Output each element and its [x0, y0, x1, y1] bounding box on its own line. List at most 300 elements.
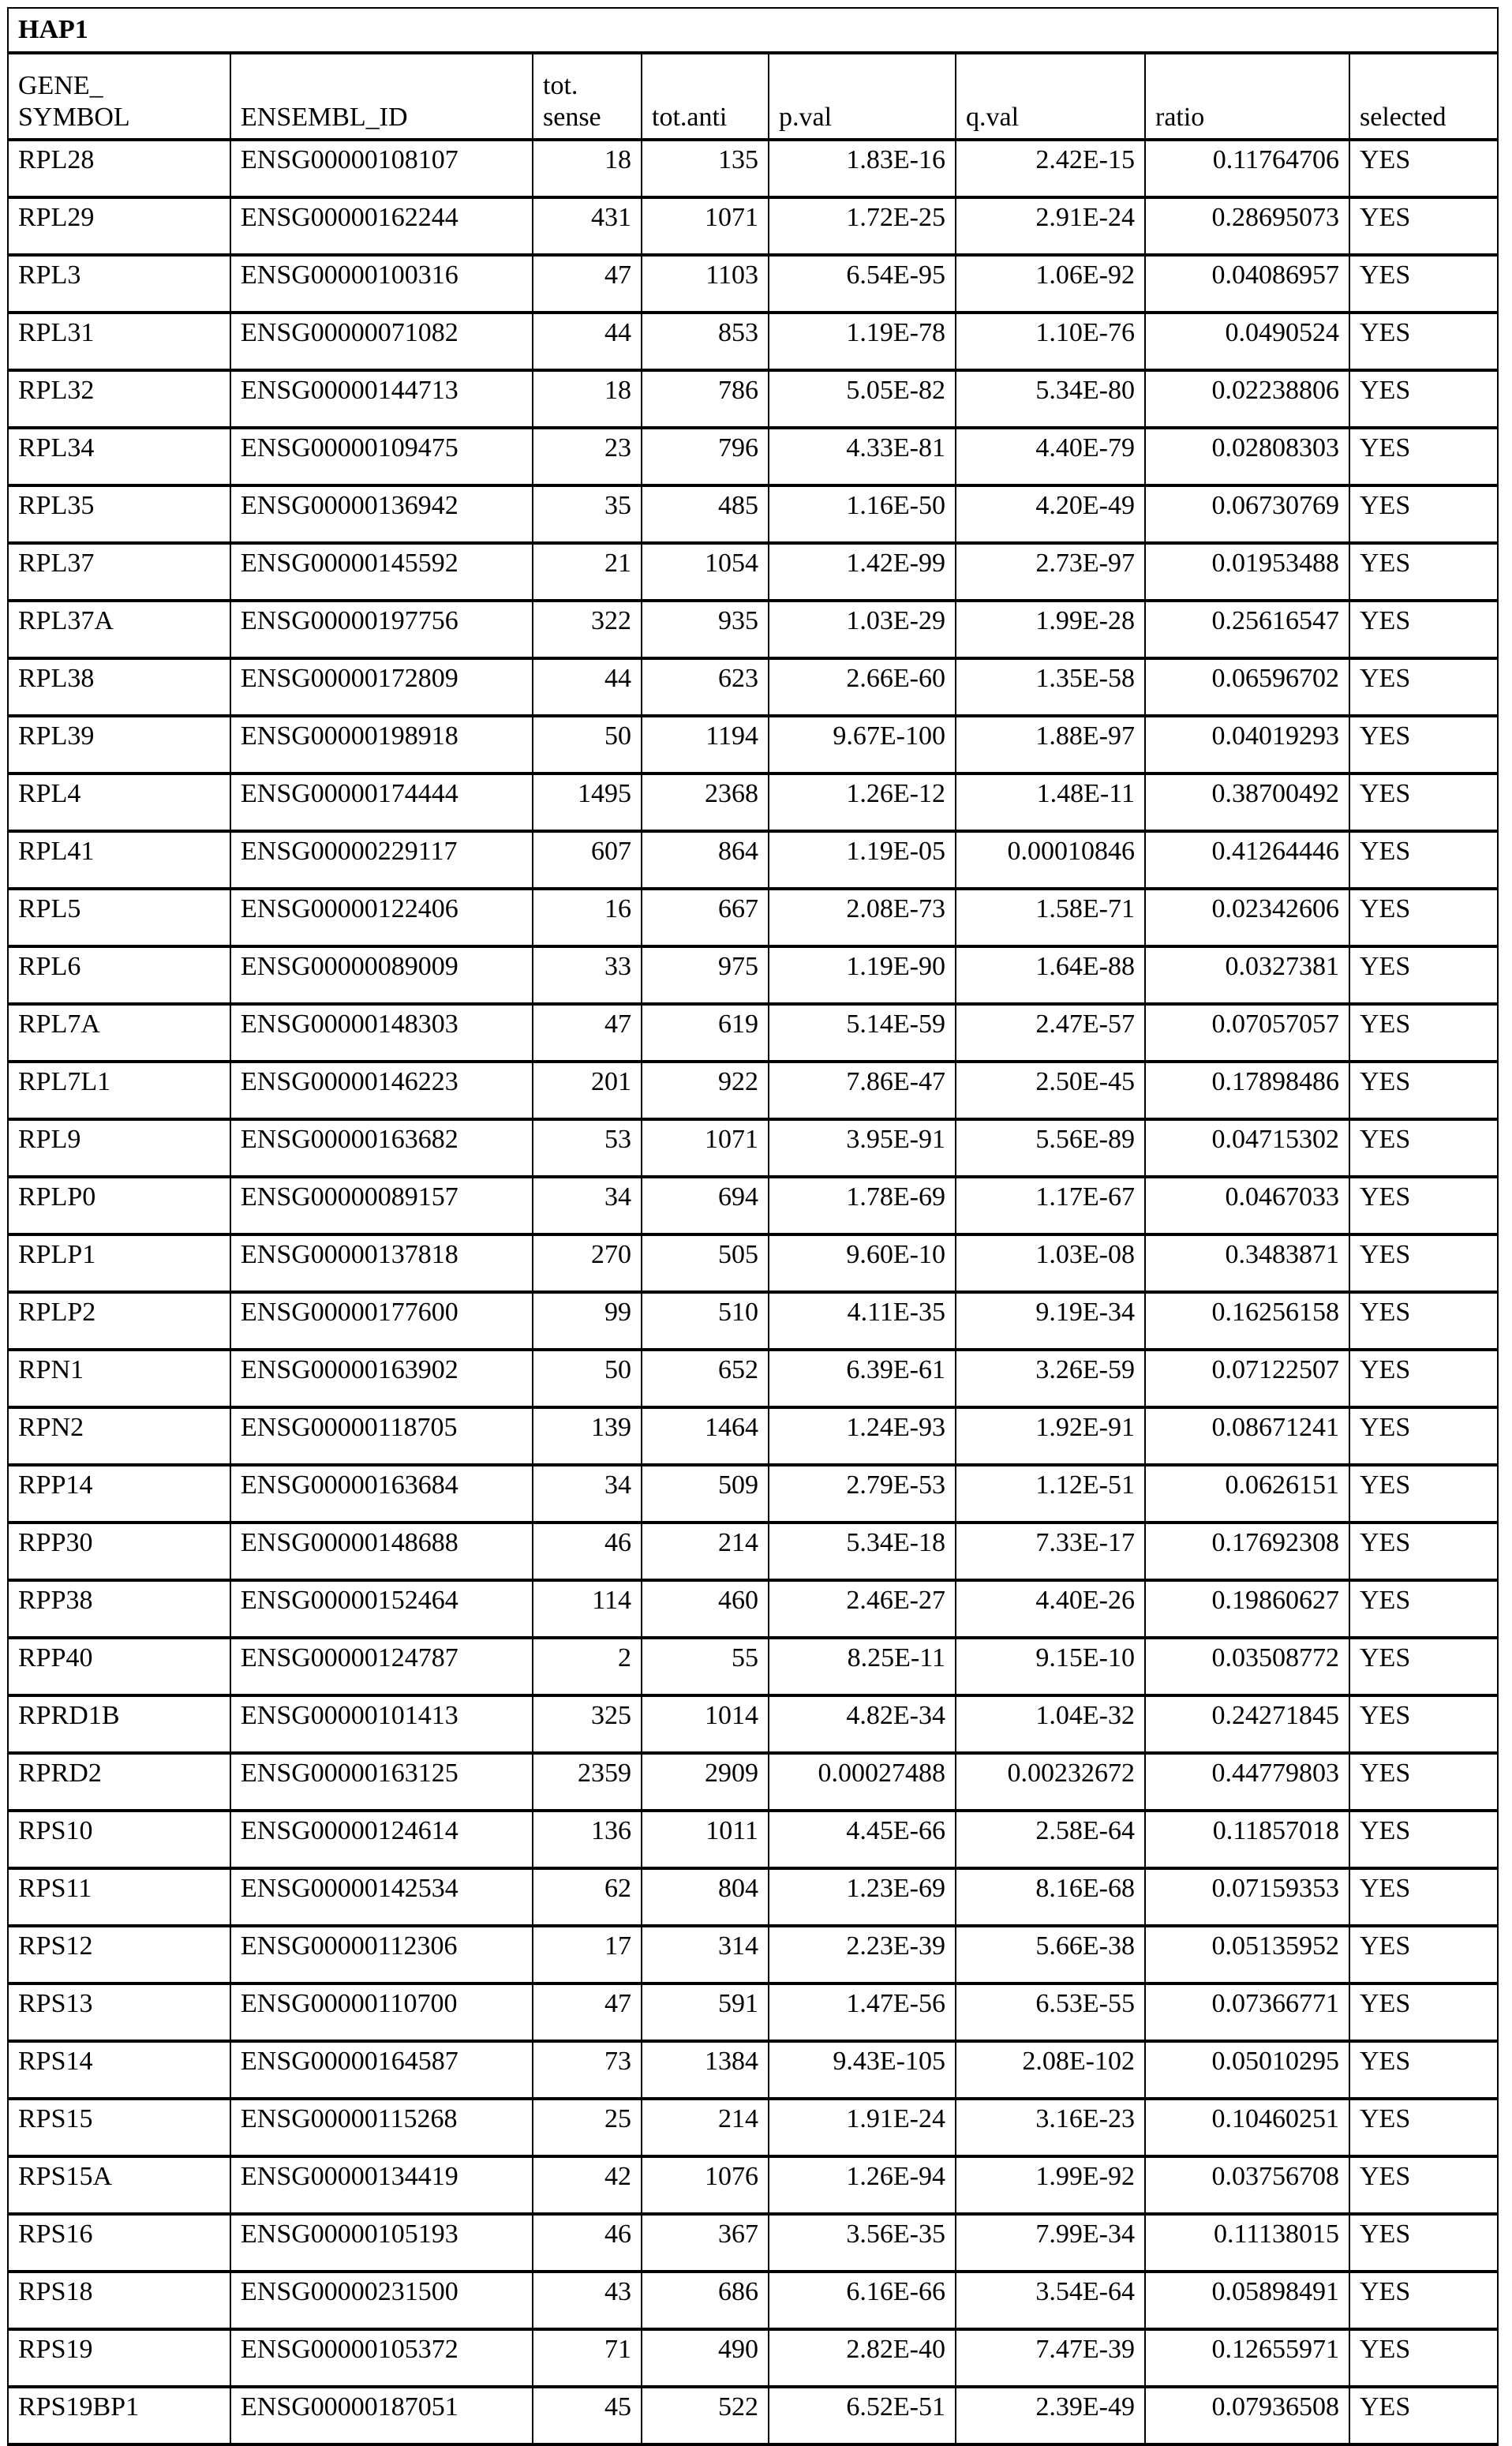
table-row: [8, 1580, 1498, 1638]
cell-gene-symbol: RPS19BP1: [8, 2387, 230, 2444]
cell-gene-symbol: RPS18: [8, 2272, 230, 2329]
cell-gene-symbol: RPN2: [8, 1407, 230, 1465]
cell-q-val: 1.48E-11: [956, 774, 1145, 831]
cell-q-val: 4.20E-49: [956, 485, 1145, 543]
cell-tot-anti: 314: [642, 1926, 769, 1983]
cell-gene-symbol: RPL41: [8, 831, 230, 889]
table-row: [8, 485, 1498, 543]
cell-ensembl-id: ENSG00000163682: [230, 1119, 533, 1177]
cell-gene-symbol: RPS19: [8, 2329, 230, 2387]
cell-q-val: 1.99E-92: [956, 2156, 1145, 2214]
cell-q-val: 2.47E-57: [956, 1004, 1145, 1062]
cell-p-val: 4.82E-34: [769, 1695, 956, 1753]
cell-selected: YES: [1349, 2156, 1498, 2214]
table-row: [8, 197, 1498, 255]
cell-q-val: 1.04E-32: [956, 1695, 1145, 1753]
cell-ensembl-id: ENSG00000105372: [230, 2329, 533, 2387]
cell-ensembl-id: ENSG00000145592: [230, 543, 533, 601]
cell-selected: YES: [1349, 1119, 1498, 1177]
cell-tot-sense: 322: [533, 601, 642, 658]
cell-gene-symbol: RPS15: [8, 2099, 230, 2156]
cell-gene-symbol: RPL28: [8, 140, 230, 197]
table-row: [8, 1868, 1498, 1926]
cell-q-val: 4.40E-26: [956, 1580, 1145, 1638]
cell-q-val: 5.66E-38: [956, 1926, 1145, 1983]
cell-q-val: 1.12E-51: [956, 1465, 1145, 1523]
cell-ensembl-id: ENSG00000124614: [230, 1811, 533, 1868]
cell-tot-anti: 135: [642, 140, 769, 197]
table-row: [8, 1523, 1498, 1580]
table-row: [8, 2156, 1498, 2214]
cell-tot-anti: 1076: [642, 2156, 769, 2214]
cell-tot-anti: 460: [642, 1580, 769, 1638]
cell-q-val: 1.06E-92: [956, 255, 1145, 313]
cell-tot-anti: 1384: [642, 2041, 769, 2099]
cell-q-val: 3.26E-59: [956, 1350, 1145, 1407]
cell-ratio: 0.02238806: [1145, 370, 1349, 428]
cell-gene-symbol: RPLP0: [8, 1177, 230, 1234]
cell-tot-anti: 853: [642, 313, 769, 370]
cell-ratio: 0.03508772: [1145, 1638, 1349, 1695]
header-tot-anti: tot.anti: [642, 53, 769, 140]
cell-selected: YES: [1349, 485, 1498, 543]
cell-tot-sense: 45: [533, 2387, 642, 2444]
header-tot-sense-line1: tot.: [543, 71, 578, 100]
header-selected: selected: [1349, 53, 1498, 140]
table-row: [8, 1292, 1498, 1350]
cell-gene-symbol: RPLP2: [8, 1292, 230, 1350]
cell-ensembl-id: ENSG00000071082: [230, 313, 533, 370]
cell-q-val: 1.17E-67: [956, 1177, 1145, 1234]
cell-ratio: 0.44779803: [1145, 1753, 1349, 1811]
cell-q-val: 1.35E-58: [956, 658, 1145, 716]
cell-q-val: 2.73E-97: [956, 543, 1145, 601]
cell-tot-anti: 1071: [642, 1119, 769, 1177]
table-row: [8, 1983, 1498, 2041]
table-title-row: [8, 8, 1498, 53]
table-row: [8, 428, 1498, 485]
cell-tot-anti: 367: [642, 2214, 769, 2272]
cell-selected: YES: [1349, 774, 1498, 831]
cell-tot-anti: 509: [642, 1465, 769, 1523]
cell-tot-sense: 47: [533, 255, 642, 313]
cell-tot-anti: 652: [642, 1350, 769, 1407]
header-ensembl-id: ENSEMBL_ID: [230, 53, 533, 140]
header-p-val: p.val: [769, 53, 956, 140]
cell-ratio: 0.16256158: [1145, 1292, 1349, 1350]
cell-ratio: 0.19860627: [1145, 1580, 1349, 1638]
cell-tot-sense: 18: [533, 370, 642, 428]
cell-ensembl-id: ENSG00000187051: [230, 2387, 533, 2444]
cell-p-val: 5.05E-82: [769, 370, 956, 428]
cell-p-val: 1.72E-25: [769, 197, 956, 255]
cell-ensembl-id: ENSG00000172809: [230, 658, 533, 716]
cell-ratio: 0.02808303: [1145, 428, 1349, 485]
cell-selected: YES: [1349, 1638, 1498, 1695]
cell-gene-symbol: RPL7A: [8, 1004, 230, 1062]
cell-ratio: 0.07159353: [1145, 1868, 1349, 1926]
cell-ensembl-id: ENSG00000142534: [230, 1868, 533, 1926]
cell-ensembl-id: ENSG00000163684: [230, 1465, 533, 1523]
cell-p-val: 1.24E-93: [769, 1407, 956, 1465]
cell-ratio: 0.04715302: [1145, 1119, 1349, 1177]
cell-tot-sense: 2: [533, 1638, 642, 1695]
cell-tot-sense: 33: [533, 946, 642, 1004]
cell-tot-anti: 922: [642, 1062, 769, 1119]
cell-ratio: 0.24271845: [1145, 1695, 1349, 1753]
cell-selected: YES: [1349, 2387, 1498, 2444]
cell-gene-symbol: RPL38: [8, 658, 230, 716]
cell-selected: YES: [1349, 1177, 1498, 1234]
cell-ratio: 0.0327381: [1145, 946, 1349, 1004]
header-gene-symbol: [8, 53, 230, 140]
table-title: HAP1: [8, 8, 1498, 53]
cell-q-val: 2.08E-102: [956, 2041, 1145, 2099]
cell-selected: YES: [1349, 1811, 1498, 1868]
table-row: [8, 313, 1498, 370]
cell-p-val: 6.39E-61: [769, 1350, 956, 1407]
cell-ratio: 0.07936508: [1145, 2387, 1349, 2444]
cell-tot-anti: 804: [642, 1868, 769, 1926]
cell-gene-symbol: RPP38: [8, 1580, 230, 1638]
cell-selected: YES: [1349, 2214, 1498, 2272]
cell-tot-sense: 50: [533, 1350, 642, 1407]
cell-tot-sense: 16: [533, 889, 642, 946]
cell-selected: YES: [1349, 601, 1498, 658]
cell-gene-symbol: RPS11: [8, 1868, 230, 1926]
cell-selected: YES: [1349, 1926, 1498, 1983]
table-row: [8, 774, 1498, 831]
cell-p-val: 6.54E-95: [769, 255, 956, 313]
cell-p-val: 9.60E-10: [769, 1234, 956, 1292]
cell-q-val: 9.19E-34: [956, 1292, 1145, 1350]
cell-tot-sense: 34: [533, 1465, 642, 1523]
cell-selected: YES: [1349, 543, 1498, 601]
cell-ensembl-id: ENSG00000137818: [230, 1234, 533, 1292]
cell-ensembl-id: ENSG00000136942: [230, 485, 533, 543]
cell-tot-anti: 686: [642, 2272, 769, 2329]
cell-selected: YES: [1349, 658, 1498, 716]
cell-ratio: 0.06730769: [1145, 485, 1349, 543]
cell-p-val: 9.67E-100: [769, 716, 956, 774]
cell-p-val: 2.46E-27: [769, 1580, 956, 1638]
cell-p-val: 1.19E-90: [769, 946, 956, 1004]
cell-ratio: 0.11857018: [1145, 1811, 1349, 1868]
cell-q-val: 1.03E-08: [956, 1234, 1145, 1292]
cell-ratio: 0.3483871: [1145, 1234, 1349, 1292]
cell-selected: YES: [1349, 2041, 1498, 2099]
table-row: [8, 1926, 1498, 1983]
cell-p-val: 2.08E-73: [769, 889, 956, 946]
cell-tot-sense: 46: [533, 1523, 642, 1580]
cell-ensembl-id: ENSG00000101413: [230, 1695, 533, 1753]
cell-ratio: 0.28695073: [1145, 197, 1349, 255]
cell-tot-sense: 73: [533, 2041, 642, 2099]
cell-tot-sense: 201: [533, 1062, 642, 1119]
cell-ensembl-id: ENSG00000148303: [230, 1004, 533, 1062]
cell-selected: YES: [1349, 1580, 1498, 1638]
cell-tot-anti: 796: [642, 428, 769, 485]
cell-ratio: 0.07122507: [1145, 1350, 1349, 1407]
cell-selected: YES: [1349, 1868, 1498, 1926]
cell-ratio: 0.07057057: [1145, 1004, 1349, 1062]
cell-tot-anti: 623: [642, 658, 769, 716]
cell-ensembl-id: ENSG00000163902: [230, 1350, 533, 1407]
cell-tot-anti: 1194: [642, 716, 769, 774]
cell-tot-sense: 44: [533, 658, 642, 716]
cell-selected: YES: [1349, 1062, 1498, 1119]
cell-gene-symbol: RPL35: [8, 485, 230, 543]
cell-p-val: 8.25E-11: [769, 1638, 956, 1695]
cell-gene-symbol: RPS13: [8, 1983, 230, 2041]
cell-tot-sense: 47: [533, 1004, 642, 1062]
cell-tot-sense: 53: [533, 1119, 642, 1177]
cell-tot-sense: 114: [533, 1580, 642, 1638]
cell-p-val: 7.86E-47: [769, 1062, 956, 1119]
cell-selected: YES: [1349, 2329, 1498, 2387]
cell-tot-anti: 510: [642, 1292, 769, 1350]
cell-ratio: 0.25616547: [1145, 601, 1349, 658]
cell-gene-symbol: RPL3: [8, 255, 230, 313]
table-row: [8, 1119, 1498, 1177]
cell-selected: YES: [1349, 1407, 1498, 1465]
cell-ratio: 0.0490524: [1145, 313, 1349, 370]
cell-p-val: 2.79E-53: [769, 1465, 956, 1523]
table-row: [8, 2214, 1498, 2272]
header-tot-sense: [533, 53, 642, 140]
table-row: [8, 2329, 1498, 2387]
cell-selected: YES: [1349, 1292, 1498, 1350]
cell-p-val: 2.66E-60: [769, 658, 956, 716]
cell-ensembl-id: ENSG00000229117: [230, 831, 533, 889]
header-gene-symbol-line2: SYMBOL: [18, 103, 130, 132]
cell-selected: YES: [1349, 831, 1498, 889]
table-row: [8, 1695, 1498, 1753]
cell-ensembl-id: ENSG00000089009: [230, 946, 533, 1004]
cell-selected: YES: [1349, 1004, 1498, 1062]
cell-p-val: 4.45E-66: [769, 1811, 956, 1868]
cell-gene-symbol: RPL37A: [8, 601, 230, 658]
cell-ensembl-id: ENSG00000198918: [230, 716, 533, 774]
cell-gene-symbol: RPL32: [8, 370, 230, 428]
cell-tot-sense: 2359: [533, 1753, 642, 1811]
cell-p-val: 1.78E-69: [769, 1177, 956, 1234]
cell-ensembl-id: ENSG00000231500: [230, 2272, 533, 2329]
cell-ratio: 0.05135952: [1145, 1926, 1349, 1983]
hap1-table: [7, 7, 1499, 2446]
cell-ensembl-id: ENSG00000100316: [230, 255, 533, 313]
cell-p-val: 1.42E-99: [769, 543, 956, 601]
cell-tot-sense: 35: [533, 485, 642, 543]
cell-q-val: 5.56E-89: [956, 1119, 1145, 1177]
cell-p-val: 5.34E-18: [769, 1523, 956, 1580]
cell-tot-sense: 270: [533, 1234, 642, 1292]
cell-tot-anti: 1103: [642, 255, 769, 313]
cell-tot-anti: 935: [642, 601, 769, 658]
cell-q-val: 7.33E-17: [956, 1523, 1145, 1580]
cell-ensembl-id: ENSG00000105193: [230, 2214, 533, 2272]
cell-tot-sense: 25: [533, 2099, 642, 2156]
cell-tot-sense: 139: [533, 1407, 642, 1465]
cell-p-val: 1.19E-05: [769, 831, 956, 889]
cell-selected: YES: [1349, 313, 1498, 370]
cell-tot-anti: 485: [642, 485, 769, 543]
cell-selected: YES: [1349, 140, 1498, 197]
table-row: [8, 255, 1498, 313]
cell-p-val: 1.16E-50: [769, 485, 956, 543]
cell-tot-sense: 99: [533, 1292, 642, 1350]
table-row: [8, 1177, 1498, 1234]
cell-ensembl-id: ENSG00000118705: [230, 1407, 533, 1465]
cell-p-val: 1.03E-29: [769, 601, 956, 658]
cell-q-val: 1.58E-71: [956, 889, 1145, 946]
cell-tot-sense: 34: [533, 1177, 642, 1234]
cell-p-val: 1.83E-16: [769, 140, 956, 197]
cell-ratio: 0.11138015: [1145, 2214, 1349, 2272]
cell-q-val: 7.47E-39: [956, 2329, 1145, 2387]
cell-ensembl-id: ENSG00000109475: [230, 428, 533, 485]
cell-q-val: 2.91E-24: [956, 197, 1145, 255]
cell-gene-symbol: RPP30: [8, 1523, 230, 1580]
cell-p-val: 1.26E-12: [769, 774, 956, 831]
cell-tot-sense: 136: [533, 1811, 642, 1868]
cell-tot-sense: 431: [533, 197, 642, 255]
cell-tot-sense: 44: [533, 313, 642, 370]
cell-tot-anti: 2909: [642, 1753, 769, 1811]
cell-q-val: 3.54E-64: [956, 2272, 1145, 2329]
cell-ratio: 0.04086957: [1145, 255, 1349, 313]
cell-p-val: 2.23E-39: [769, 1926, 956, 1983]
cell-selected: YES: [1349, 1350, 1498, 1407]
cell-tot-sense: 23: [533, 428, 642, 485]
cell-p-val: 3.95E-91: [769, 1119, 956, 1177]
cell-q-val: 2.39E-49: [956, 2387, 1145, 2444]
cell-tot-anti: 1014: [642, 1695, 769, 1753]
table-row: [8, 601, 1498, 658]
cell-tot-sense: 18: [533, 140, 642, 197]
cell-ratio: 0.12655971: [1145, 2329, 1349, 2387]
cell-tot-sense: 50: [533, 716, 642, 774]
cell-gene-symbol: RPP14: [8, 1465, 230, 1523]
header-gene-symbol-line1: GENE_: [18, 71, 103, 100]
cell-gene-symbol: RPS15A: [8, 2156, 230, 2214]
cell-p-val: 3.56E-35: [769, 2214, 956, 2272]
cell-ratio: 0.0467033: [1145, 1177, 1349, 1234]
cell-tot-sense: 1495: [533, 774, 642, 831]
cell-gene-symbol: RPL31: [8, 313, 230, 370]
cell-p-val: 4.33E-81: [769, 428, 956, 485]
cell-selected: YES: [1349, 1983, 1498, 2041]
cell-gene-symbol: RPL34: [8, 428, 230, 485]
table-row: [8, 1465, 1498, 1523]
table-row: [8, 1062, 1498, 1119]
cell-q-val: 2.50E-45: [956, 1062, 1145, 1119]
cell-p-val: 6.16E-66: [769, 2272, 956, 2329]
table-body: [8, 140, 1498, 2444]
table-row: [8, 2099, 1498, 2156]
table-row: [8, 2387, 1498, 2444]
table-row: [8, 2041, 1498, 2099]
cell-ensembl-id: ENSG00000110700: [230, 1983, 533, 2041]
cell-tot-anti: 1071: [642, 197, 769, 255]
cell-selected: YES: [1349, 428, 1498, 485]
cell-q-val: 1.10E-76: [956, 313, 1145, 370]
cell-ensembl-id: ENSG00000152464: [230, 1580, 533, 1638]
cell-tot-anti: 975: [642, 946, 769, 1004]
cell-tot-anti: 2368: [642, 774, 769, 831]
cell-selected: YES: [1349, 197, 1498, 255]
cell-tot-sense: 607: [533, 831, 642, 889]
table-row: [8, 831, 1498, 889]
cell-gene-symbol: RPL5: [8, 889, 230, 946]
cell-gene-symbol: RPRD1B: [8, 1695, 230, 1753]
table-row: [8, 2272, 1498, 2329]
table-row: [8, 1234, 1498, 1292]
cell-ensembl-id: ENSG00000146223: [230, 1062, 533, 1119]
cell-gene-symbol: RPL4: [8, 774, 230, 831]
cell-gene-symbol: RPL37: [8, 543, 230, 601]
table-row: [8, 543, 1498, 601]
cell-p-val: 1.19E-78: [769, 313, 956, 370]
cell-tot-anti: 694: [642, 1177, 769, 1234]
cell-gene-symbol: RPL6: [8, 946, 230, 1004]
cell-q-val: 7.99E-34: [956, 2214, 1145, 2272]
table-row: [8, 716, 1498, 774]
cell-tot-sense: 43: [533, 2272, 642, 2329]
cell-q-val: 1.99E-28: [956, 601, 1145, 658]
cell-q-val: 4.40E-79: [956, 428, 1145, 485]
cell-gene-symbol: RPS14: [8, 2041, 230, 2099]
cell-p-val: 1.23E-69: [769, 1868, 956, 1926]
cell-p-val: 2.82E-40: [769, 2329, 956, 2387]
cell-tot-anti: 619: [642, 1004, 769, 1062]
cell-gene-symbol: RPS10: [8, 1811, 230, 1868]
cell-tot-sense: 46: [533, 2214, 642, 2272]
cell-ensembl-id: ENSG00000162244: [230, 197, 533, 255]
table-row: [8, 1407, 1498, 1465]
cell-ensembl-id: ENSG00000164587: [230, 2041, 533, 2099]
cell-q-val: 2.42E-15: [956, 140, 1145, 197]
cell-ratio: 0.08671241: [1145, 1407, 1349, 1465]
cell-ensembl-id: ENSG00000122406: [230, 889, 533, 946]
cell-q-val: 0.00232672: [956, 1753, 1145, 1811]
cell-ensembl-id: ENSG00000174444: [230, 774, 533, 831]
cell-selected: YES: [1349, 255, 1498, 313]
cell-selected: YES: [1349, 1234, 1498, 1292]
cell-q-val: 3.16E-23: [956, 2099, 1145, 2156]
cell-q-val: 8.16E-68: [956, 1868, 1145, 1926]
cell-ratio: 0.05898491: [1145, 2272, 1349, 2329]
cell-p-val: 9.43E-105: [769, 2041, 956, 2099]
cell-tot-anti: 55: [642, 1638, 769, 1695]
cell-p-val: 1.26E-94: [769, 2156, 956, 2214]
cell-ratio: 0.01953488: [1145, 543, 1349, 601]
cell-tot-anti: 786: [642, 370, 769, 428]
cell-q-val: 1.92E-91: [956, 1407, 1145, 1465]
cell-ensembl-id: ENSG00000134419: [230, 2156, 533, 2214]
cell-ratio: 0.38700492: [1145, 774, 1349, 831]
table-row: [8, 1811, 1498, 1868]
cell-tot-sense: 47: [533, 1983, 642, 2041]
cell-q-val: 1.88E-97: [956, 716, 1145, 774]
cell-tot-sense: 71: [533, 2329, 642, 2387]
cell-tot-anti: 522: [642, 2387, 769, 2444]
cell-ensembl-id: ENSG00000148688: [230, 1523, 533, 1580]
cell-tot-anti: 591: [642, 1983, 769, 2041]
cell-ratio: 0.03756708: [1145, 2156, 1349, 2214]
cell-ensembl-id: ENSG00000177600: [230, 1292, 533, 1350]
cell-ratio: 0.17898486: [1145, 1062, 1349, 1119]
